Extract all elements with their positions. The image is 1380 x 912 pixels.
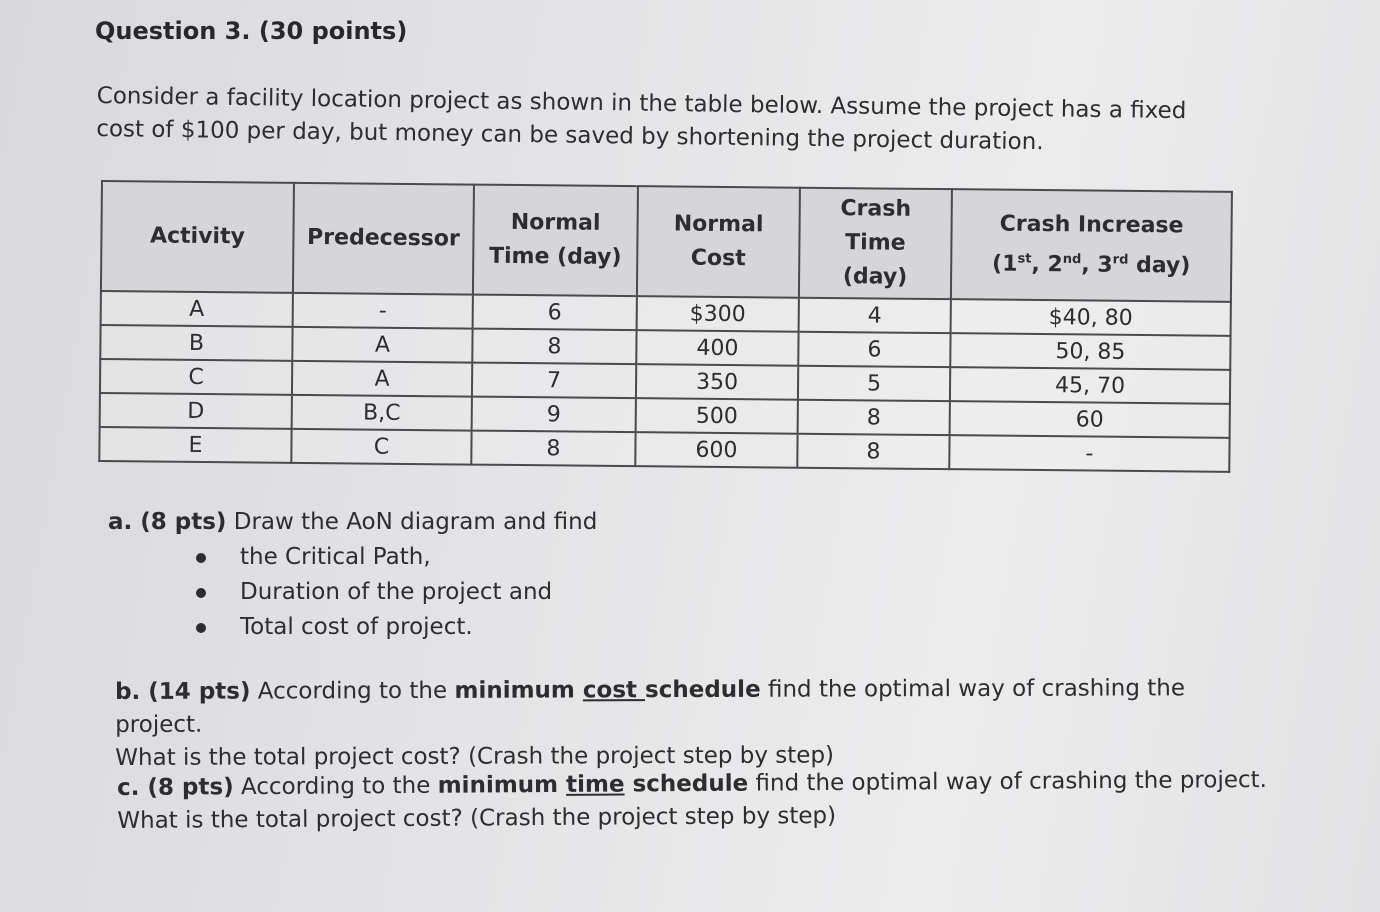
cell-normal-cost: 500: [636, 398, 798, 434]
cell-predecessor: A: [292, 327, 472, 363]
bullet-icon: [196, 553, 206, 563]
header-normal-cost: [637, 186, 800, 298]
cell-normal-time: 8: [472, 329, 636, 365]
crash-increase-sup3: rd: [1112, 252, 1129, 268]
bullet-text: Duration of the project and: [240, 579, 553, 605]
part-c-bold1: minimum: [437, 771, 567, 799]
part-b: [115, 672, 1275, 775]
header-activity-label: Activity: [149, 223, 246, 250]
cell-normal-cost: 400: [636, 330, 798, 366]
activity-table-wrapper: [98, 180, 1233, 473]
header-crash-increase-line1: Crash Increase: [999, 211, 1184, 239]
cell-crash-increase: $40, 80: [951, 299, 1231, 336]
cell-activity: E: [99, 427, 291, 463]
cell-crash-time: 8: [797, 434, 949, 469]
part-b-bold1: minimum: [454, 677, 583, 704]
cell-crash-increase: -: [949, 435, 1229, 472]
cell-activity: A: [101, 291, 293, 327]
cell-normal-cost: 600: [635, 432, 797, 468]
cell-crash-increase: 60: [950, 401, 1230, 438]
header-normal-time-line2: Time (day): [488, 243, 622, 270]
cell-normal-time: 7: [472, 363, 636, 399]
part-a: [108, 505, 597, 645]
part-b-underlined: cost: [582, 677, 646, 704]
cell-crash-time: 8: [798, 400, 950, 435]
part-c-line2: What is the total project cost? (Crash the project step by step): [117, 802, 837, 834]
cell-normal-cost: $300: [637, 296, 799, 332]
cell-predecessor: C: [291, 429, 471, 465]
cell-predecessor: B,C: [292, 395, 472, 431]
cell-normal-time: 8: [471, 431, 635, 467]
bullet-icon: [196, 588, 206, 598]
part-c-label: c. (8 pts): [117, 774, 234, 801]
part-c: [117, 764, 1277, 838]
crash-increase-sup1: st: [1017, 251, 1032, 267]
cell-predecessor: -: [293, 293, 473, 329]
cell-activity: B: [100, 325, 292, 361]
header-activity: [101, 181, 294, 293]
header-crash-time-line2: (day): [842, 264, 908, 290]
activity-table: [98, 180, 1233, 473]
header-crash-time: [799, 188, 952, 299]
cell-normal-time: 6: [473, 295, 637, 331]
bullet-icon: [196, 623, 206, 633]
part-b-line2: What is the total project cost? (Crash the project step by step): [115, 742, 835, 771]
part-c-underlined: time: [565, 771, 625, 798]
question-title: Question 3. (30 points): [95, 17, 408, 45]
bullet-text: the Critical Path,: [240, 544, 431, 570]
crash-increase-sup2: nd: [1062, 251, 1082, 267]
header-normal-time: [473, 185, 638, 297]
list-item: [108, 610, 597, 645]
crash-increase-close: day): [1128, 252, 1191, 279]
table-header-row: [101, 181, 1232, 302]
header-predecessor-label: Predecessor: [306, 224, 460, 252]
part-b-post: find the optimal way of crashing the project.: [115, 675, 1186, 738]
question-intro: Consider a facility location project as shown in the table below. Assume the project has a fixed cost of $100 per day, but money can be saved by shortening the project duration.: [96, 82, 1187, 156]
header-crash-time-line1: Crash Time: [840, 196, 912, 256]
part-c-post: find the optimal way of crashing the project.: [748, 766, 1268, 797]
header-crash-increase: [951, 189, 1232, 302]
cell-activity: D: [100, 393, 292, 429]
cell-crash-time: 4: [799, 298, 951, 333]
bullet-text: Total cost of project.: [240, 614, 473, 640]
header-normal-time-line1: Normal: [510, 209, 601, 236]
crash-increase-open: (1: [991, 251, 1018, 277]
cell-activity: C: [100, 359, 292, 395]
part-b-label: b. (14 pts): [115, 678, 251, 705]
cell-crash-increase: 50, 85: [950, 333, 1230, 370]
crash-increase-mid1: , 2: [1031, 251, 1063, 277]
part-a-bullet-list: [108, 540, 597, 645]
part-b-pre: According to the: [250, 677, 455, 705]
part-b-line1: [115, 672, 1275, 742]
header-normal-cost-label: Normal Cost: [673, 211, 764, 272]
list-item: [108, 540, 597, 575]
cell-normal-cost: 350: [636, 364, 798, 400]
cell-crash-increase: 45, 70: [950, 367, 1230, 404]
part-a-text: Draw the AoN diagram and find: [226, 509, 598, 535]
header-crash-increase-line2: [992, 251, 1190, 278]
cell-crash-time: 5: [798, 366, 950, 401]
cell-crash-time: 6: [798, 332, 950, 367]
header-predecessor: [293, 183, 474, 295]
part-a-label: a. (8 pts): [108, 509, 227, 535]
cell-predecessor: A: [292, 361, 472, 397]
part-c-pre: According to the: [233, 772, 438, 801]
cell-normal-time: 9: [472, 397, 636, 433]
part-c-bold2: schedule: [624, 770, 749, 798]
part-b-bold2: schedule: [644, 676, 761, 704]
crash-increase-mid2: , 3: [1081, 252, 1113, 278]
list-item: [108, 575, 597, 610]
part-a-heading: [108, 505, 597, 540]
